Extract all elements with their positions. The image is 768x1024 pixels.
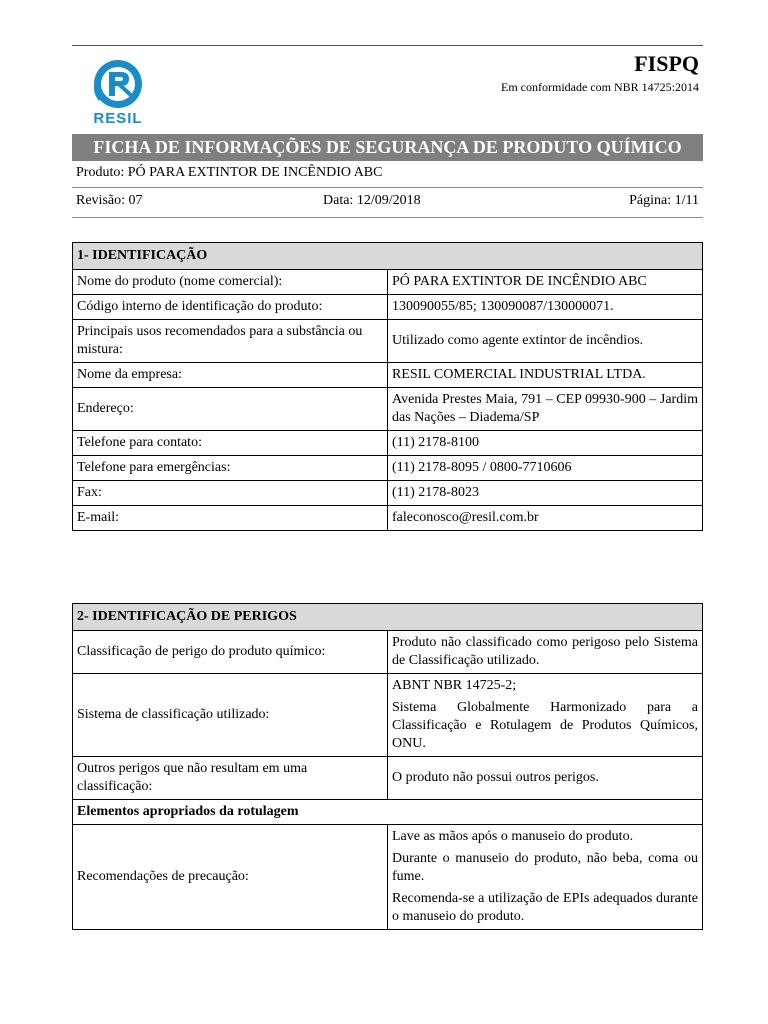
row-label: Outros perigos que não resultam em uma classificação: [73, 757, 388, 800]
table-row [73, 481, 703, 506]
table-row [73, 800, 703, 825]
row-label: Telefone para contato: [73, 431, 388, 456]
row-value: Produto não classificado como perigoso pelo Sistema de Classificação utilizado. [388, 631, 703, 674]
row-label: Nome da empresa: [73, 363, 388, 388]
product-name-line: Produto: PÓ PARA EXTINTOR DE INCÊNDIO ABC [76, 165, 383, 180]
row-label: Código interno de identificação do produto: [73, 295, 388, 320]
row-value: Utilizado como agente extintor de incêndios. [388, 320, 703, 363]
table-row [73, 431, 703, 456]
page-number: Página: 1/11 [629, 193, 699, 208]
table-row [73, 757, 703, 800]
divider [72, 217, 703, 218]
conformity-note: Em conformidade com NBR 14725:2014 [501, 80, 699, 94]
row-label: Recomendações de precaução: [73, 825, 388, 930]
row-value: (11) 2178-8100 [388, 431, 703, 456]
value-line: Recomenda-se a utilização de EPIs adequados durante o manuseio do produto. [392, 891, 698, 924]
top-rule [72, 45, 703, 46]
table-row [73, 320, 703, 363]
document-title-banner: FICHA DE INFORMAÇÕES DE SEGURANÇA DE PRODUTO QUÍMICO [72, 134, 703, 161]
table-row [73, 295, 703, 320]
document-code: FISPQ [634, 51, 699, 76]
row-value: (11) 2178-8023 [388, 481, 703, 506]
subsection-title: Elementos apropriados da rotulagem [73, 800, 703, 825]
row-label: Classificação de perigo do produto químico: [73, 631, 388, 674]
table-row [73, 270, 703, 295]
row-value: 130090055/85; 130090087/130000071. [388, 295, 703, 320]
value-line: Durante o manuseio do produto, não beba, coma ou fume. [392, 851, 698, 884]
row-value [388, 674, 703, 757]
table-row [73, 456, 703, 481]
table-row [73, 363, 703, 388]
row-label: Endereço: [73, 388, 388, 431]
revision-date: Data: 12/09/2018 [323, 193, 421, 208]
revision-number: Revisão: 07 [76, 193, 143, 208]
table-row [73, 825, 703, 930]
logo-wordmark: RESIL [93, 110, 143, 126]
row-value: O produto não possui outros perigos. [388, 757, 703, 800]
value-line: Lave as mãos após o manuseio do produto. [392, 829, 634, 844]
row-label: Telefone para emergências: [73, 456, 388, 481]
section-identification-table [72, 242, 703, 531]
value-line: Sistema Globalmente Harmonizado para a Classificação e Rotulagem de Produtos Químicos, ONU. [392, 700, 698, 751]
row-label: Principais usos recomendados para a substância ou mistura: [73, 320, 388, 363]
row-value: PÓ PARA EXTINTOR DE INCÊNDIO ABC [388, 270, 703, 295]
row-label: Fax: [73, 481, 388, 506]
value-line: ABNT NBR 14725-2; [392, 678, 517, 693]
row-value [388, 825, 703, 930]
row-label: Sistema de classificação utilizado: [73, 674, 388, 757]
table-row [73, 388, 703, 431]
divider [72, 187, 703, 188]
resil-logo [92, 56, 156, 126]
row-value: (11) 2178-8095 / 0800-7710606 [388, 456, 703, 481]
table-row [73, 674, 703, 757]
section-title: 1- IDENTIFICAÇÃO [73, 243, 703, 270]
section-title: 2- IDENTIFICAÇÃO DE PERIGOS [73, 604, 703, 631]
table-row [73, 631, 703, 674]
row-label: E-mail: [73, 506, 388, 531]
row-value: Avenida Prestes Maia, 791 – CEP 09930-900 – Jardim das Nações – Diadema/SP [388, 388, 703, 431]
section-hazards-table [72, 603, 703, 930]
email-value: faleconosco@resil.com.br [388, 506, 703, 531]
table-row [73, 506, 703, 531]
row-label: Nome do produto (nome comercial): [73, 270, 388, 295]
row-value: RESIL COMERCIAL INDUSTRIAL LTDA. [388, 363, 703, 388]
